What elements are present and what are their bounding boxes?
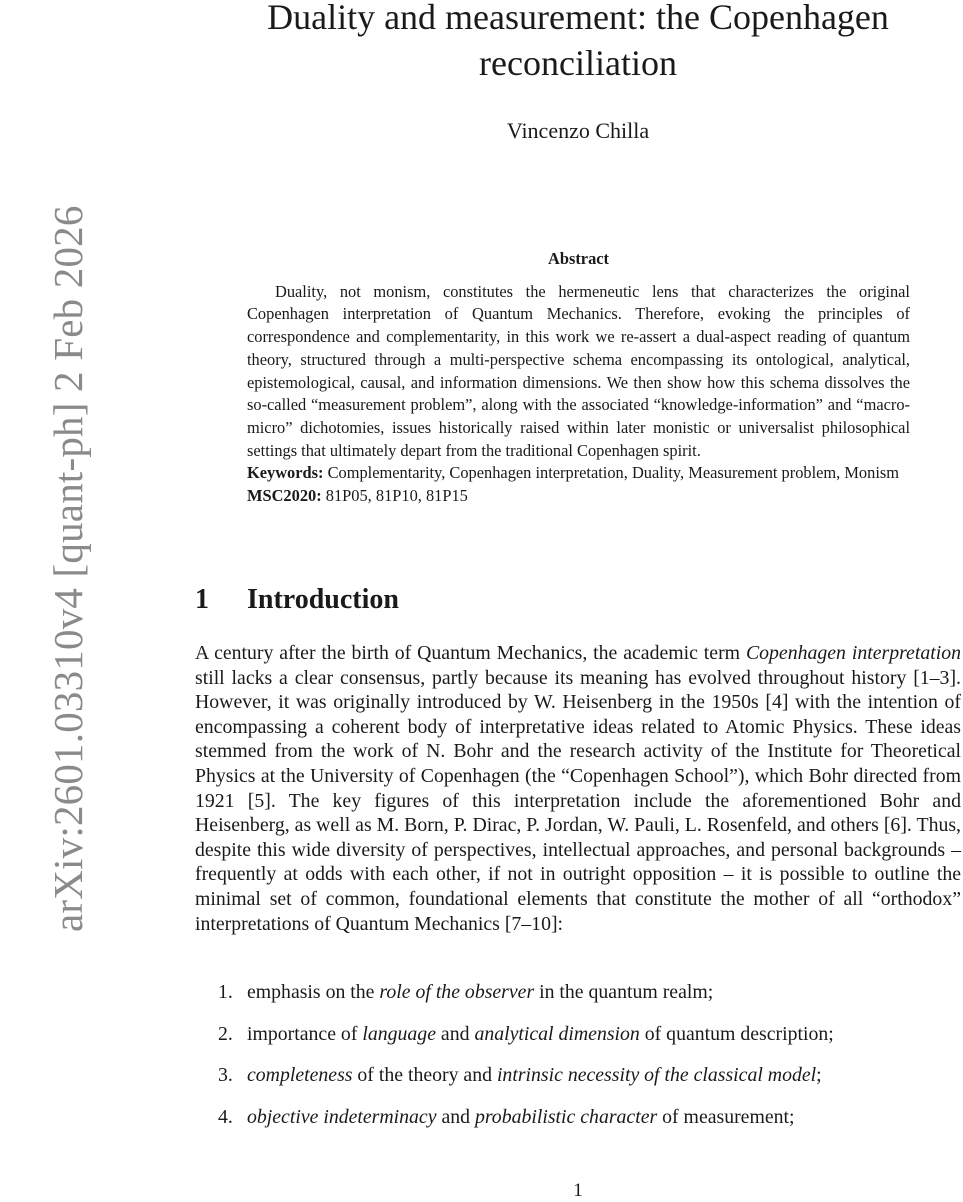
list-item-text: importance of <box>247 1022 363 1045</box>
list-item <box>195 1105 961 1129</box>
paper-title <box>195 0 961 86</box>
list-item-text: of measurement; <box>657 1105 795 1128</box>
list-item-text: of quantum description; <box>639 1022 834 1045</box>
list-item-text: and <box>435 1022 475 1045</box>
list-item-emphasis: intrinsic necessity of the classical model <box>496 1064 817 1086</box>
keywords-text: Complementarity, Copenhagen interpretation, Duality, Measurement problem, Monism <box>327 463 900 483</box>
section-heading-introduction <box>195 584 399 616</box>
intro-text-part-2: still lacks a clear consensus, partly because its meaning has evolved throughout history [1–3]. However, it was originally introduced by W. Heisenberg in the 1950s [4] with the intention of encompassing a coherent body of interpretative ideas related to Atomic Physics. These ideas stemmed from the work of N. Bohr and the research activity of the Institute for Theoretical Physics at the University of Copenhagen (the “Copenhagen School”), which Bohr directed from 1921 [5]. The key figures of this interpretation include the aforementioned Bohr and Heisenberg, as well as M. Born, P. Dirac, P. Jordan, W. Pauli, L. Rosenfeld, and others [6]. Thus, despite this wide diversity of perspectives, intellectual approaches, and personal backgrounds – frequently at odds with each other, if not in outright opposition – it is possible to outline the minimal set of common, foundational elements that constitute the mother of all “orthodox” interpretations of Quantum Mechanics [7–10]: <box>195 666 961 935</box>
page-number: 1 <box>573 1180 583 1201</box>
keywords-label: Keywords: <box>247 463 324 483</box>
list-item <box>195 1022 961 1046</box>
section-title: Introduction <box>247 584 399 615</box>
list-item-marker: 4. <box>218 1105 233 1128</box>
list-item-emphasis: language <box>362 1022 436 1045</box>
abstract-heading: Abstract <box>548 249 609 268</box>
list-item <box>195 980 961 1004</box>
keywords-line <box>247 462 910 485</box>
list-item-text: in the quantum realm; <box>534 981 714 1003</box>
list-item-marker: 2. <box>218 1022 233 1045</box>
list-item-text: of the theory and <box>352 1064 497 1086</box>
list-item-text: ; <box>816 1064 822 1086</box>
foundational-elements-list <box>195 980 961 1146</box>
section-number: 1 <box>195 584 209 615</box>
arxiv-identifier-text: arXiv:2601.03310v4 [quant-ph] 2 Feb 2026 <box>45 205 91 932</box>
paper-title-line-2: reconciliation <box>479 43 677 83</box>
list-item-emphasis: objective indeterminacy <box>247 1105 437 1128</box>
intro-text-part-1: A century after the birth of Quantum Mechanics, the academic term <box>195 642 746 664</box>
author-name: Vincenzo Chilla <box>506 118 650 143</box>
list-item-emphasis: role of the observer <box>379 981 535 1003</box>
list-item-text: emphasis on the <box>247 981 380 1003</box>
paper-title-line-1: Duality and measurement: the Copenhagen <box>267 0 889 37</box>
introduction-paragraph <box>195 641 961 936</box>
abstract-text: Duality, not monism, constitutes the hermeneutic lens that characterizes the original Copenhagen interpretation of Quantum Mechanics. Therefore, evoking the principles of correspondence and complementarity, in this work we re-assert a dual-aspect reading of quantum theory, structured through a multi-perspective schema encompassing its ontological, analytical, epistemological, causal, and information dimensions. We then show how this schema dissolves the so-called “measurement problem”, along with the associated “knowledge-information” and “macro-micro” dichotomies, issues historically raised within later monistic or universalist philosophical settings that ultimately depart from the traditional Copenhagen spirit. <box>247 281 910 460</box>
list-item-emphasis: probabilistic character <box>474 1105 658 1128</box>
msc-line <box>247 485 910 508</box>
list-item <box>195 1063 961 1087</box>
list-item-marker: 1. <box>218 981 233 1003</box>
msc-codes: 81P05, 81P10, 81P15 <box>325 486 468 506</box>
list-item-emphasis: analytical dimension <box>474 1022 640 1045</box>
list-item-emphasis: completeness <box>247 1064 353 1086</box>
list-item-text: and <box>436 1105 475 1128</box>
abstract-block <box>247 248 910 508</box>
msc-label: MSC2020: <box>247 486 322 506</box>
list-item-marker: 3. <box>218 1064 233 1086</box>
intro-emphasis-copenhagen-interpretation: Copenhagen interpretation <box>745 642 961 664</box>
